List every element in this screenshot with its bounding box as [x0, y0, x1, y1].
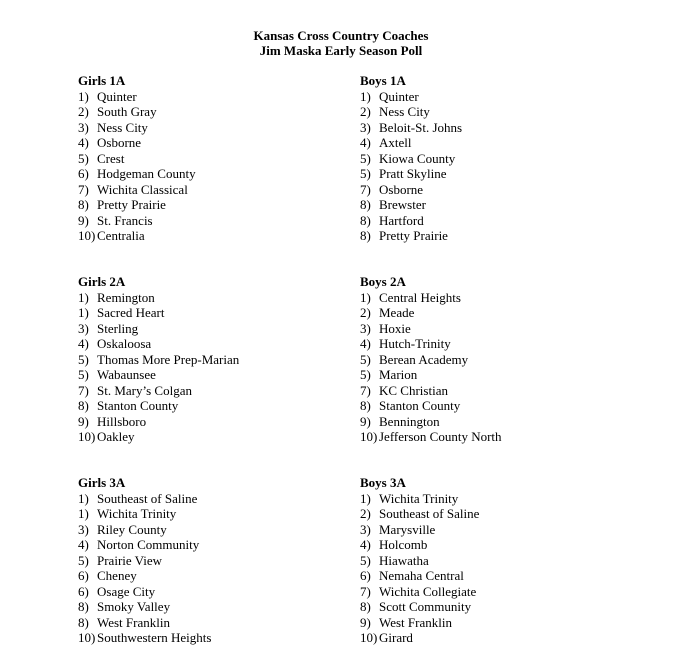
school-name: Prairie View: [97, 552, 163, 568]
school-name: Stanton County: [379, 398, 461, 413]
rank-number: 4): [78, 336, 89, 351]
rankings-list: [78, 491, 338, 646]
ranking-entry: [360, 568, 620, 584]
rank-number: 9): [360, 614, 371, 630]
rank-number: 7): [78, 181, 89, 197]
school-name: Smoky Valley: [97, 599, 171, 614]
school-name: Pretty Prairie: [379, 228, 448, 243]
school-name: Southwestern Heights: [97, 630, 212, 645]
school-name: Hartford: [379, 212, 424, 228]
ranking-entry: [360, 599, 620, 615]
ranking-entry: [360, 213, 620, 229]
ranking-entry: [360, 615, 620, 631]
rank-number: 8): [78, 614, 89, 630]
rank-number: 1): [360, 289, 371, 305]
school-name: Southeast of Saline: [97, 490, 198, 506]
ranking-entry: [360, 584, 620, 600]
ranking-entry: [78, 228, 338, 244]
ranking-entry: [360, 506, 620, 522]
school-name: Thomas More Prep-Marian: [97, 351, 240, 367]
rank-number: 3): [360, 320, 371, 336]
school-name: Hoxie: [379, 320, 411, 336]
rank-number: 6): [78, 568, 89, 583]
ranking-entry: [78, 352, 338, 368]
ranking-entry: [360, 553, 620, 569]
school-name: Pretty Prairie: [97, 197, 166, 212]
ranking-entry: [360, 89, 620, 105]
ranking-entry: [360, 398, 620, 414]
school-name: West Franklin: [379, 614, 452, 630]
ranking-entry: [360, 537, 620, 553]
school-name: Quinter: [97, 88, 137, 104]
school-name: Osborne: [97, 135, 142, 150]
school-name: Oskaloosa: [97, 336, 152, 351]
school-name: Wabaunsee: [97, 367, 156, 382]
ranking-entry: [360, 630, 620, 646]
ranking-entry: [78, 615, 338, 631]
ranking-entry: [78, 429, 338, 445]
rank-number: 3): [360, 521, 371, 537]
rank-number: 10): [360, 630, 378, 645]
section-heading: Boys 2A: [360, 274, 406, 289]
rank-number: 5): [360, 351, 371, 367]
ranking-entry: [360, 352, 620, 368]
rank-number: 3): [78, 521, 89, 537]
school-name: Wichita Trinity: [97, 506, 177, 521]
school-name: Kiowa County: [379, 150, 456, 166]
ranking-entry: [360, 104, 620, 120]
rank-number: 1): [78, 506, 89, 521]
school-name: Hutch-Trinity: [379, 336, 451, 351]
ranking-entry: [78, 491, 338, 507]
rank-number: 5): [78, 552, 89, 568]
school-name: South Gray: [97, 104, 157, 119]
rank-number: 8): [360, 212, 371, 228]
rank-number: 7): [78, 382, 89, 398]
school-name: Hiawatha: [379, 552, 429, 568]
document-title: Kansas Cross Country Coaches: [253, 28, 429, 43]
rank-number: 5): [360, 150, 371, 166]
ranking-entry: [78, 506, 338, 522]
rank-number: 2): [360, 305, 371, 320]
rank-number: 3): [78, 320, 89, 336]
ranking-entry: [78, 305, 338, 321]
rank-number: 5): [78, 150, 89, 166]
school-name: Remington: [97, 289, 155, 305]
rank-number: 7): [360, 382, 371, 398]
rank-number: 5): [360, 552, 371, 568]
rank-number: 6): [360, 568, 371, 583]
school-name: Riley County: [97, 521, 167, 537]
school-name: Scott Community: [379, 599, 472, 614]
rank-number: 6): [78, 583, 89, 599]
rank-number: 7): [360, 181, 371, 197]
ranking-entry: [78, 584, 338, 600]
school-name: Central Heights: [379, 289, 461, 305]
rank-number: 4): [360, 537, 371, 552]
rank-number: 9): [78, 413, 89, 429]
section-girls-3a: [78, 475, 338, 646]
ranking-entry: [78, 599, 338, 615]
school-name: Oakley: [97, 429, 135, 444]
rank-number: 9): [78, 212, 89, 228]
ranking-entry: [360, 120, 620, 136]
ranking-entry: [78, 213, 338, 229]
rankings-list: [78, 89, 338, 244]
ranking-entry: [360, 522, 620, 538]
ranking-entry: [360, 367, 620, 383]
ranking-entry: [78, 89, 338, 105]
ranking-entry: [360, 429, 620, 445]
school-name: Southeast of Saline: [379, 506, 480, 521]
ranking-entry: [78, 151, 338, 167]
school-name: Hodgeman County: [97, 166, 196, 181]
rank-number: 8): [360, 228, 371, 243]
school-name: Pratt Skyline: [379, 166, 447, 181]
rank-number: 1): [360, 88, 371, 104]
rank-number: 3): [78, 119, 89, 135]
ranking-entry: [78, 290, 338, 306]
school-name: Osborne: [379, 181, 424, 197]
section-boys-2a: [360, 274, 620, 445]
school-name: St. Francis: [97, 212, 153, 228]
school-name: Bennington: [379, 413, 440, 429]
rank-number: 1): [360, 490, 371, 506]
school-name: Wichita Trinity: [379, 490, 459, 506]
rank-number: 2): [78, 104, 89, 119]
school-name: Girard: [379, 630, 413, 645]
rank-number: 1): [78, 490, 89, 506]
ranking-entry: [360, 336, 620, 352]
rank-number: 2): [360, 104, 371, 119]
school-name: Osage City: [97, 583, 156, 599]
rank-number: 10): [78, 429, 96, 444]
section-boys-1a: [360, 73, 620, 244]
rank-number: 10): [78, 630, 96, 645]
school-name: Sterling: [97, 320, 139, 336]
school-name: Crest: [97, 150, 125, 166]
section-girls-2a: [78, 274, 338, 445]
ranking-entry: [78, 398, 338, 414]
rank-number: 4): [78, 537, 89, 552]
school-name: Meade: [379, 305, 415, 320]
ranking-entry: [78, 135, 338, 151]
section-heading: Girls 3A: [78, 475, 126, 490]
school-name: Brewster: [379, 197, 426, 212]
rank-number: 8): [360, 197, 371, 212]
rankings-list: [78, 290, 338, 445]
ranking-entry: [360, 321, 620, 337]
school-name: Hillsboro: [97, 413, 147, 429]
ranking-entry: [360, 290, 620, 306]
ranking-entry: [360, 383, 620, 399]
section-boys-3a: [360, 475, 620, 646]
rank-number: 8): [360, 398, 371, 413]
ranking-entry: [78, 568, 338, 584]
ranking-entry: [360, 166, 620, 182]
rank-number: 1): [78, 289, 89, 305]
ranking-entry: [78, 522, 338, 538]
ranking-entry: [78, 383, 338, 399]
rank-number: 4): [360, 336, 371, 351]
rank-number: 7): [360, 583, 371, 599]
rankings-list: [360, 491, 620, 646]
rank-number: 9): [360, 413, 371, 429]
school-name: Sacred Heart: [97, 305, 165, 320]
ranking-entry: [78, 197, 338, 213]
ranking-entry: [78, 367, 338, 383]
section-heading: Girls 2A: [78, 274, 126, 289]
ranking-entry: [78, 321, 338, 337]
school-name: Ness City: [97, 119, 148, 135]
school-name: St. Mary’s Colgan: [97, 382, 192, 398]
document-subtitle: Jim Maska Early Season Poll: [259, 43, 423, 58]
school-name: Berean Academy: [379, 351, 469, 367]
rank-number: 5): [360, 166, 371, 181]
ranking-entry: [360, 414, 620, 430]
section-heading: Boys 1A: [360, 73, 406, 88]
section-girls-1a: [78, 73, 338, 244]
rank-number: 5): [78, 367, 89, 382]
ranking-entry: [360, 151, 620, 167]
school-name: Marion: [379, 367, 418, 382]
rank-number: 8): [78, 599, 89, 614]
ranking-entry: [78, 120, 338, 136]
rank-number: 2): [360, 506, 371, 521]
ranking-entry: [360, 197, 620, 213]
rank-number: 3): [360, 119, 371, 135]
rank-number: 1): [78, 88, 89, 104]
ranking-entry: [78, 166, 338, 182]
school-name: KC Christian: [379, 382, 448, 398]
ranking-entry: [78, 182, 338, 198]
school-name: Wichita Classical: [97, 181, 188, 197]
ranking-entry: [78, 553, 338, 569]
rank-number: 10): [78, 228, 96, 243]
school-name: Axtell: [379, 135, 412, 150]
rank-number: 5): [360, 367, 371, 382]
ranking-entry: [78, 537, 338, 553]
school-name: Norton Community: [97, 537, 200, 552]
rank-number: 1): [78, 305, 89, 320]
school-name: Wichita Collegiate: [379, 583, 477, 599]
ranking-entry: [360, 491, 620, 507]
rank-number: 10): [360, 429, 378, 444]
ranking-entry: [360, 135, 620, 151]
section-heading: Girls 1A: [78, 73, 126, 88]
school-name: Holcomb: [379, 537, 428, 552]
school-name: Centralia: [97, 228, 145, 243]
rank-number: 5): [78, 351, 89, 367]
ranking-entry: [78, 630, 338, 646]
school-name: Ness City: [379, 104, 430, 119]
rank-number: 4): [78, 135, 89, 150]
section-heading: Boys 3A: [360, 475, 406, 490]
ranking-entry: [360, 228, 620, 244]
ranking-entry: [78, 104, 338, 120]
ranking-entry: [78, 336, 338, 352]
school-name: West Franklin: [97, 614, 170, 630]
ranking-entry: [78, 414, 338, 430]
rank-number: 8): [360, 599, 371, 614]
rank-number: 4): [360, 135, 371, 150]
rankings-list: [360, 89, 620, 244]
rank-number: 8): [78, 197, 89, 212]
school-name: Quinter: [379, 88, 419, 104]
school-name: Nemaha Central: [379, 568, 464, 583]
school-name: Beloit-St. Johns: [379, 119, 463, 135]
ranking-entry: [360, 182, 620, 198]
school-name: Stanton County: [97, 398, 179, 413]
school-name: Marysville: [379, 521, 436, 537]
ranking-entry: [360, 305, 620, 321]
school-name: Cheney: [97, 568, 137, 583]
rankings-list: [360, 290, 620, 445]
rank-number: 6): [78, 166, 89, 181]
school-name: Jefferson County North: [379, 429, 502, 444]
rank-number: 8): [78, 398, 89, 413]
